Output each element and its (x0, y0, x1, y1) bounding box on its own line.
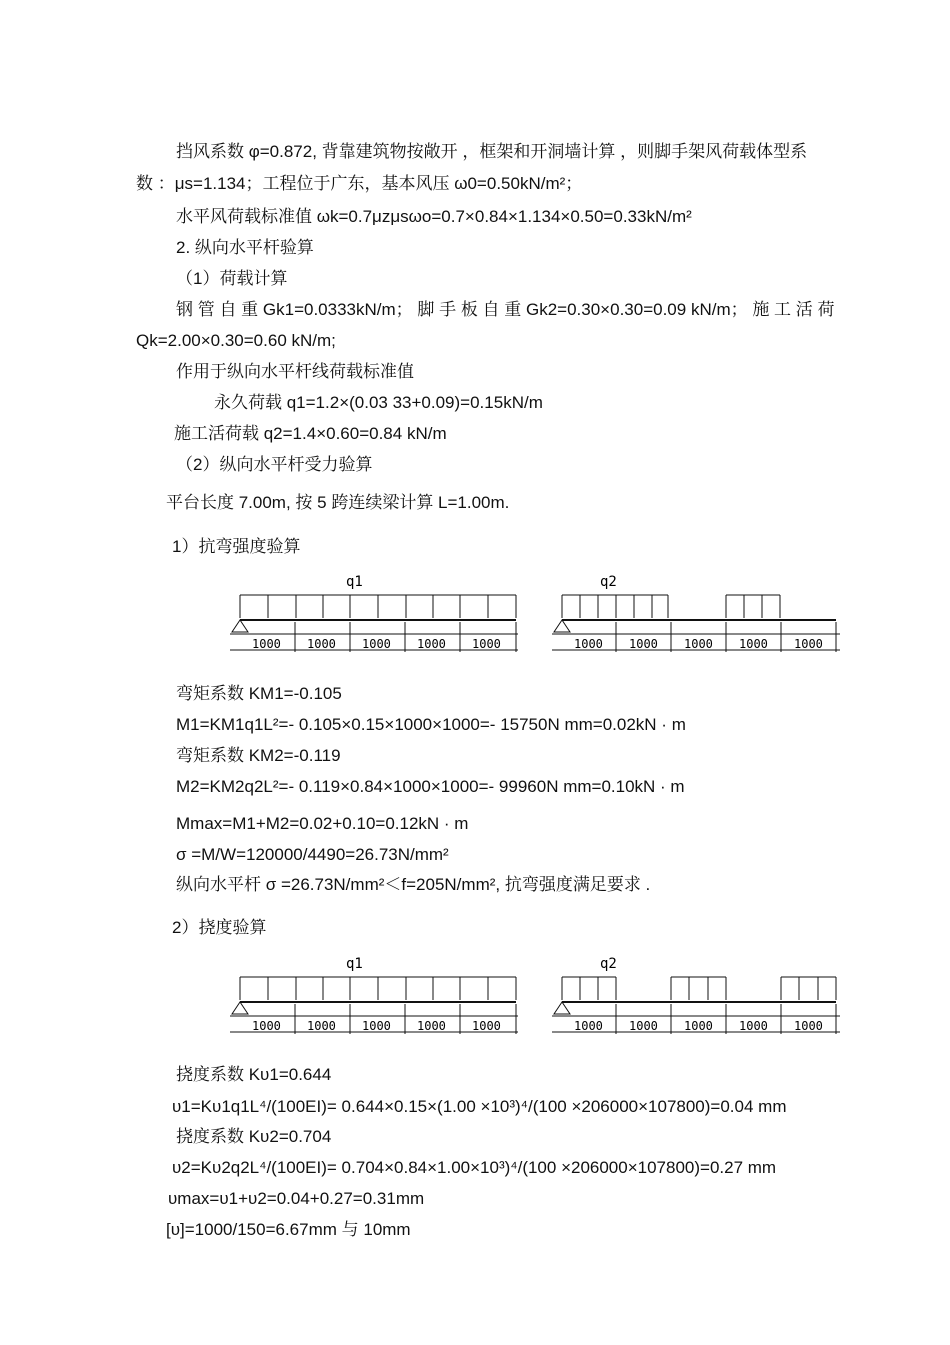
svg-text:1000: 1000 (574, 637, 603, 651)
line-1: 挡风系数 φ=0.872, 背靠建筑物按敞开 ，框架和开洞墙计算 ，则脚手架风荷载体型系 (176, 142, 808, 161)
line-14: 弯矩系数 KM1=-0.105 (176, 684, 342, 703)
svg-text:1000: 1000 (252, 1019, 281, 1033)
svg-text:1000: 1000 (739, 637, 768, 651)
beam-diagram-q1-a (228, 570, 528, 665)
beam-q2-svg-2 (548, 952, 848, 1047)
beam-diagram-q2-a (548, 570, 848, 665)
line-18: Mmax=M1+M2=0.02+0.10=0.12kN · m (176, 814, 469, 833)
section-heading: 2. 纵向水平杆验算 (176, 238, 314, 257)
beam-q1-svg-2 (228, 952, 528, 1047)
line-15: M1=KM1q1L²=- 0.105×0.15×1000×1000=- 15750N mm=0.02kN · m (176, 715, 686, 734)
svg-text:1000: 1000 (417, 1019, 446, 1033)
subsection-heading: （1）荷载计算 (176, 269, 288, 288)
line-2: 数 ：μs=1.134；工程位于广东，基本风压 ω0=0.50kN/m²； (136, 174, 583, 193)
line-27: [υ]=1000/150=6.67mm 与 10mm (166, 1220, 411, 1239)
line-16: 弯矩系数 KM2=-0.119 (176, 746, 341, 765)
svg-text:1000: 1000 (794, 1019, 823, 1033)
svg-text:1000: 1000 (472, 637, 501, 651)
line-6: 钢 管 自 重 Gk1=0.0333kN/m； 脚 手 板 自 重 Gk2=0.30×0.30=0.09 kN/m； 施 工 活 荷 (176, 300, 835, 319)
svg-text:1000: 1000 (362, 637, 391, 651)
svg-text:1000: 1000 (739, 1019, 768, 1033)
line-9: 永久荷载 q1=1.2×(0.03 33+0.09)=0.15kN/m (214, 393, 543, 412)
subsection-heading-2: （2）纵向水平杆受力验算 (176, 455, 373, 474)
svg-text:1000: 1000 (472, 1019, 501, 1033)
load-label: q1 (346, 574, 363, 590)
beam-diagram-q1-b (228, 952, 528, 1047)
svg-text:1000: 1000 (629, 1019, 658, 1033)
svg-text:1000: 1000 (307, 1019, 336, 1033)
svg-text:1000: 1000 (629, 637, 658, 651)
line-7: Qk=2.00×0.30=0.60 kN/m; (136, 331, 336, 350)
line-22: 挠度系数 Kυ1=0.644 (176, 1065, 332, 1084)
line-3: 水平风荷载标准值 ωk=0.7μzμsωo=0.7×0.84×1.134×0.50=0.33kN/m² (176, 207, 692, 226)
line-12: 平台长度 7.00m, 按 5 跨连续梁计算 L=1.00m. (166, 493, 510, 512)
svg-text:1000: 1000 (307, 637, 336, 651)
svg-text:1000: 1000 (417, 637, 446, 651)
svg-text:1000: 1000 (684, 637, 713, 651)
line-17: M2=KM2q2L²=- 0.119×0.84×1000×1000=- 99960N mm=0.10kN · m (176, 777, 685, 796)
line-19: σ =M/W=120000/4490=26.73N/mm² (176, 845, 449, 864)
load-label: q2 (600, 574, 617, 590)
line-8: 作用于纵向水平杆线荷载标准值 (176, 362, 414, 381)
item-heading-1: 1）抗弯强度验算 (172, 537, 301, 556)
load-label: q1 (346, 956, 363, 972)
svg-text:1000: 1000 (684, 1019, 713, 1033)
beam-q1-svg (228, 570, 528, 665)
svg-text:1000: 1000 (574, 1019, 603, 1033)
line-26: υmax=υ1+υ2=0.04+0.27=0.31mm (168, 1189, 425, 1208)
load-label: q2 (600, 956, 617, 972)
svg-text:1000: 1000 (252, 637, 281, 651)
beam-diagram-q2-b (548, 952, 848, 1047)
line-24: 挠度系数 Kυ2=0.704 (176, 1127, 332, 1146)
line-10: 施工活荷载 q2=1.4×0.60=0.84 kN/m (174, 424, 447, 443)
svg-text:1000: 1000 (362, 1019, 391, 1033)
beam-q2-svg (548, 570, 848, 665)
line-25: υ2=Kυ2q2L⁴/(100EI)= 0.704×0.84×1.00×10³)⁴/(100 ×206000×107800)=0.27 mm (172, 1158, 777, 1177)
item-heading-2: 2）挠度验算 (172, 918, 267, 937)
svg-text:1000: 1000 (794, 637, 823, 651)
line-20: 纵向水平杆 σ =26.73N/mm²＜f=205N/mm², 抗弯强度满足要求 . (176, 875, 651, 894)
line-23: υ1=Kυ1q1L⁴/(100EI)= 0.644×0.15×(1.00 ×10³)⁴/(100 ×206000×107800)=0.04 mm (172, 1097, 787, 1116)
